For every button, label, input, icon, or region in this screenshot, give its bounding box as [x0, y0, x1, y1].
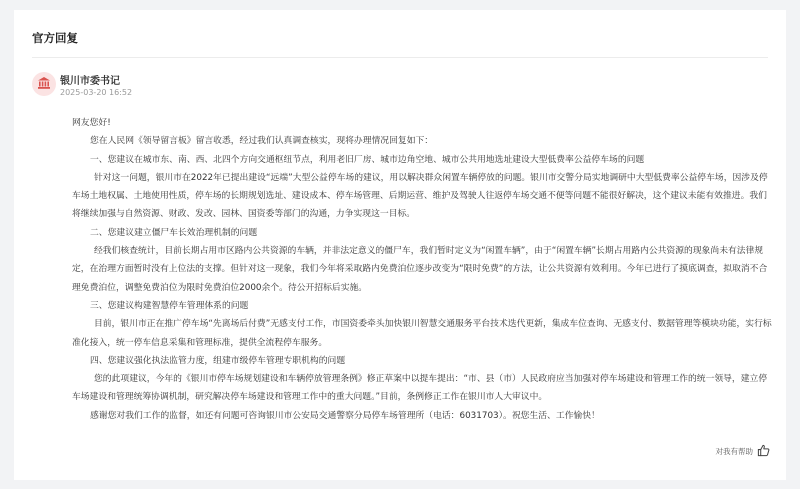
- closing-text: 感谢您对我们工作的监督，如还有问题可咨询银川市公安局交通警察分局停车场管理所（电话：6031703）。祝您生活、工作愉快！: [90, 410, 600, 421]
- section-2-body: 经我们核查统计，目前长期占用市区路内公共资源的车辆，并非法定意义的僵尸车，我们暂时定义为“闲置车辆”，由于“闲置车辆”长期占用路内公共资源的现象尚未有法律规定，在治理方面暂时没有上位法的支撑。但针对这一现象，我们今年将采取路内免费泊位逐步改变为“限时免费”的方法，让公共资源有效利用。今年已进行了摸底调查，拟取消不合理免费泊位，调整免费泊位为限时免费泊位2000余个。待公开招标后实施。: [72, 246, 768, 293]
- section-title: 官方回复: [32, 31, 78, 45]
- official-reply-card: [14, 10, 786, 480]
- author-name: 银川市委书记: [60, 76, 120, 87]
- helpful-button[interactable]: [716, 444, 771, 459]
- divider: [32, 57, 768, 58]
- section-4-body: 您的此项建议，今年的《银川市停车场规划建设和车辆停放管理条例》修正草案中以提车提出：“市、县（市）人民政府应当加强对停车场建设和管理工作的统一领导，建立停车场建设和管理统筹协调机制，研究解决停车场建设和管理工作中的重大问题。”目前，条例修正工作在银川市人大审议中。: [72, 374, 768, 403]
- reply-intro: 您在人民网《领导留言板》留言收悉，经过我们认真调查核实，现将办理情况回复如下：: [90, 136, 434, 147]
- reply-timestamp: 2025-03-20 16:52: [60, 88, 133, 97]
- section-1-title: 一、您建议在城市东、南、西、北四个方向交通枢纽节点，利用老旧厂房、城市边角空地、城市公共用地选址建设大型低费率公益停车场的问题: [90, 154, 645, 165]
- section-2-title: 二、您建议建立僵尸车长效治理机制的问题: [90, 227, 258, 238]
- reply-body: [72, 114, 772, 425]
- helpful-label: 对我有帮助: [715, 447, 753, 456]
- section-4-title: 四、您建议强化执法监管力度，组建市级停车管理专职机构的问题: [90, 355, 346, 366]
- section-1-body: 针对这一问题，银川市在2022年已提出建设“远端”大型公益停车场的建议，用以解决群众闲置车辆停放的问题。银川市交警分局实地调研中大型低费率公益停车场，因涉及停车场土地权属、土地使用性质，停车场的长期规划选址、建设成本、停车场管理、后期运营、维护及驾驶人往返停车场交通不便等问题不能很好解决，这个建议未能有效推进。我们将继续加强与自然资源、财政、发改、园林、国资委等部门的沟通，力争实现这一目标。: [72, 172, 768, 220]
- thumbs-up-icon: [757, 444, 770, 459]
- greeting: 网友您好!: [72, 118, 111, 128]
- section-3-title: 三、您建议构建智慧停车管理体系的问题: [90, 300, 249, 311]
- section-3-body: 目前，银川市正在推广停车场“先离场后付费”无感支付工作，市国资委牵头加快银川智慧交通服务平台技术迭代更新，集成车位查询、无感支付、数据管理等模块功能，实行标准化接入，统一停车信息采集和管理标准，提供全流程停车服务。: [72, 319, 772, 348]
- government-building-icon: [37, 75, 51, 94]
- avatar: [32, 72, 56, 96]
